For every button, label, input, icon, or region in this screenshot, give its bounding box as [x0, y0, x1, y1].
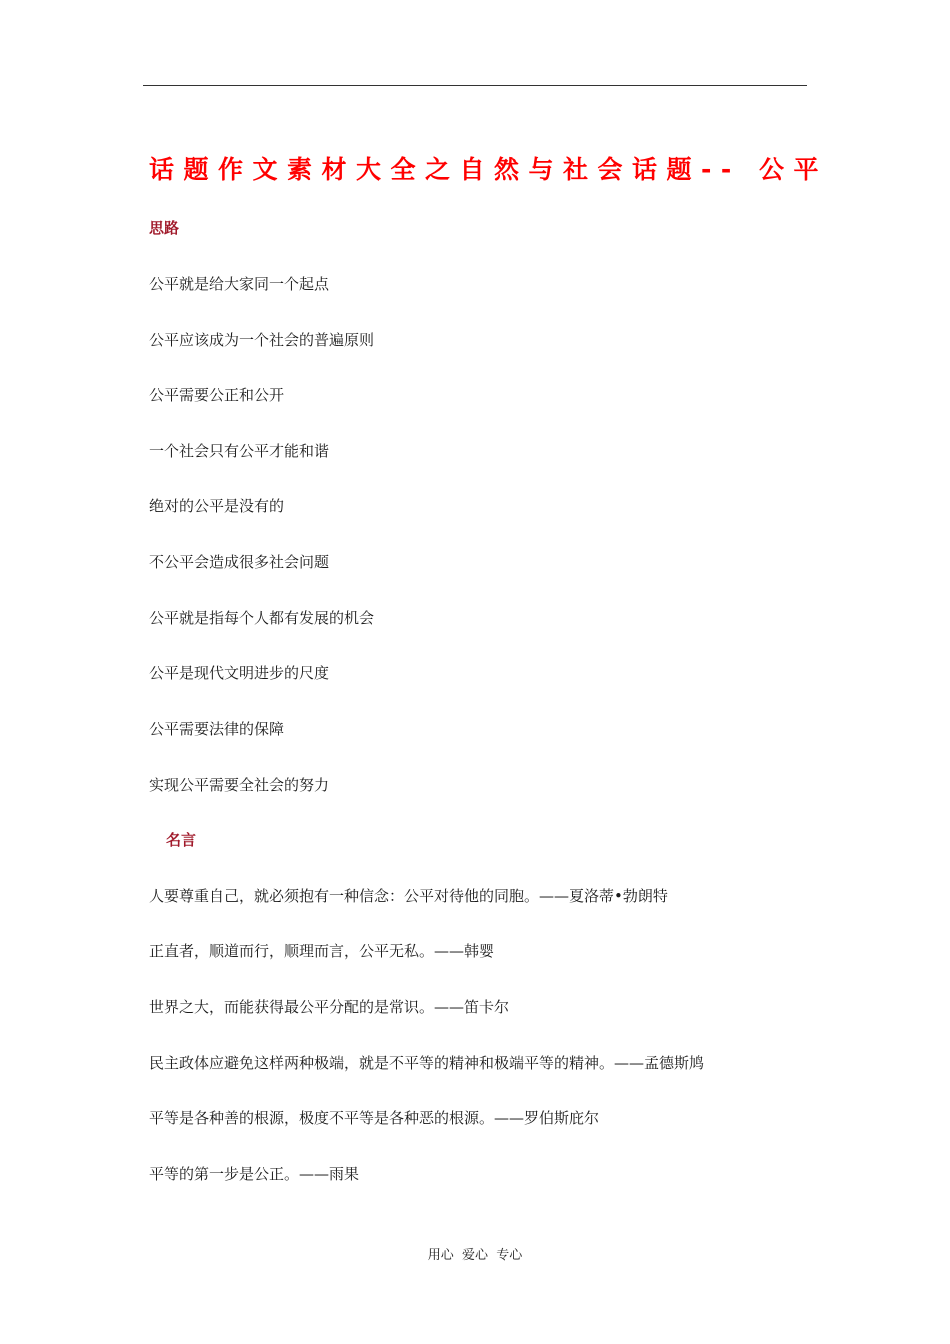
- idea-line: 公平就是给大家同一个起点: [149, 275, 330, 293]
- idea-line: 公平需要法律的保障: [149, 720, 285, 738]
- quote-line: 世界之大，而能获得最公平分配的是常识。——笛卡尔: [149, 998, 510, 1016]
- idea-line: 实现公平需要全社会的努力: [149, 776, 330, 794]
- quote-line: 正直者，顺道而行，顺理而言，公平无私。——韩婴: [149, 942, 495, 960]
- idea-line: 公平是现代文明进步的尺度: [149, 664, 330, 682]
- header-rule: [143, 85, 807, 86]
- document-title: 话题作文素材大全之自然与社会话题-- 公平: [149, 155, 828, 184]
- idea-line: 不公平会造成很多社会问题: [149, 553, 330, 571]
- section-heading-quotes: 名言: [166, 831, 197, 849]
- idea-line: 一个社会只有公平才能和谐: [149, 442, 330, 460]
- quote-line: 平等的第一步是公正。——雨果: [149, 1165, 360, 1183]
- idea-line: 绝对的公平是没有的: [149, 497, 285, 515]
- section-heading-ideas: 思路: [149, 219, 180, 237]
- quote-line: 平等是各种善的根源，极度不平等是各种恶的根源。——罗伯斯庇尔: [149, 1109, 600, 1127]
- quote-line: 民主政体应避免这样两种极端，就是不平等的精神和极端平等的精神。——孟德斯鸠: [149, 1054, 705, 1072]
- idea-line: 公平需要公正和公开: [149, 386, 285, 404]
- idea-line: 公平应该成为一个社会的普遍原则: [149, 331, 375, 349]
- page-footer: 用心 爱心 专心: [427, 1248, 523, 1263]
- quote-line: 人要尊重自己，就必须抱有一种信念：公平对待他的同胞。——夏洛蒂•勃朗特: [149, 887, 668, 905]
- idea-line: 公平就是指每个人都有发展的机会: [149, 609, 375, 627]
